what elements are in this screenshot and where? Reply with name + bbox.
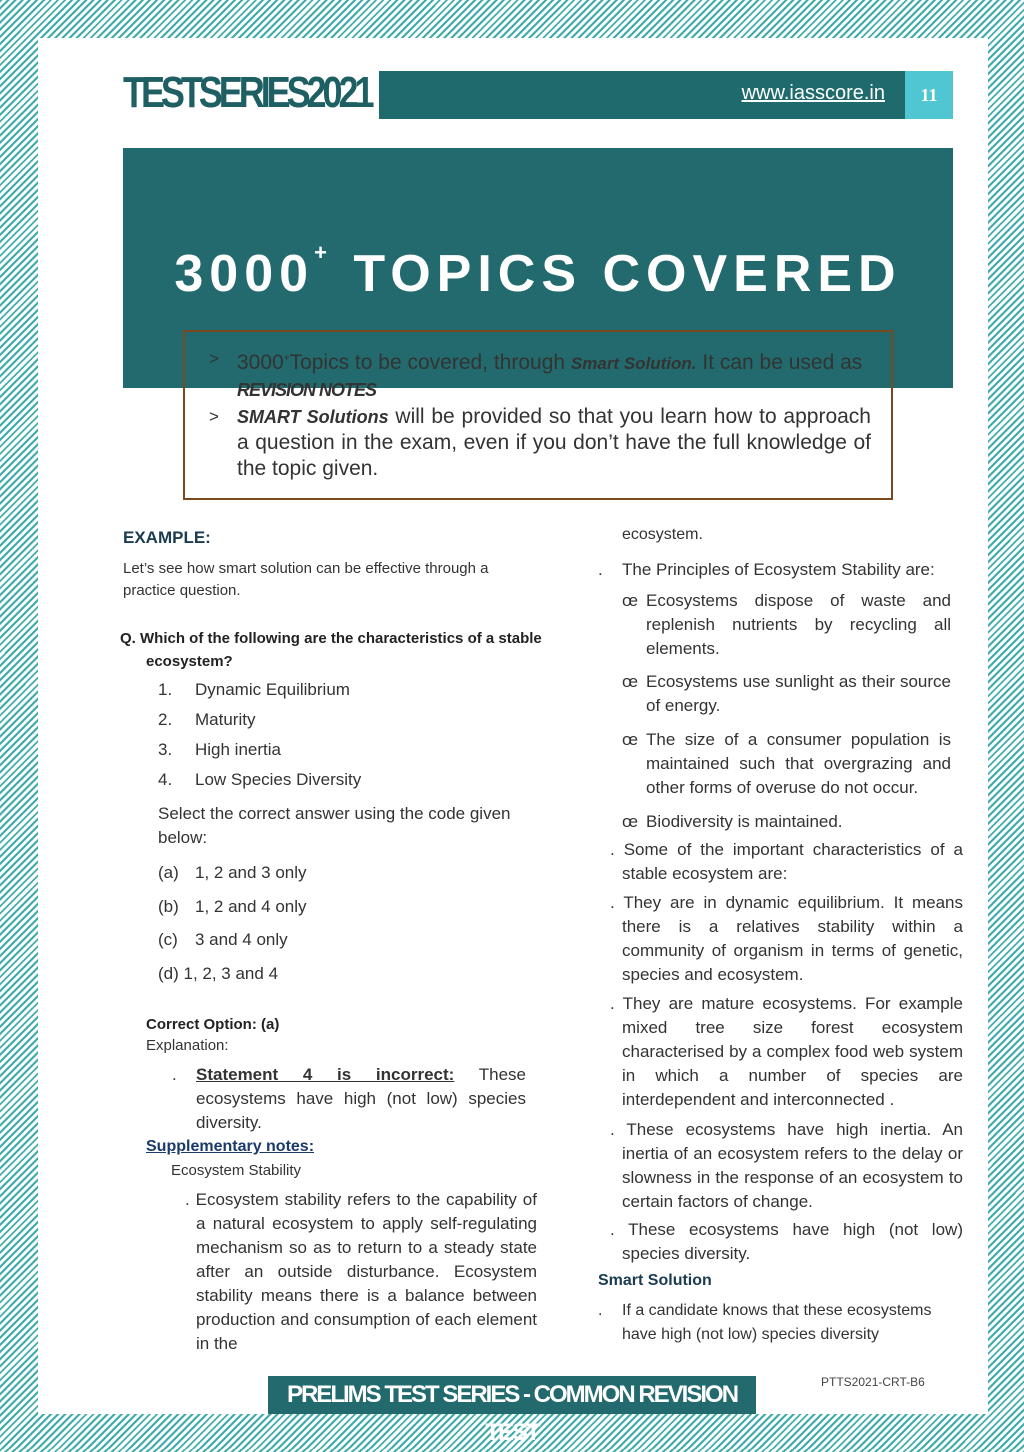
eco-text: Ecosystem stability refers to the capability of a natural ecosystem to apply self-regulating mechanism so as to return to a steady state after an outside disturbance. Ecosystem stability means there is a balance between production and consumption of each element in the [195, 1190, 537, 1353]
banner-title [123, 240, 953, 304]
bullet: . [610, 893, 615, 912]
banner-title-number: 3000 [174, 245, 315, 303]
characteristic-1 [610, 891, 963, 987]
supplementary-label: Supplementary notes: [146, 1138, 315, 1155]
site-link[interactable]: www.iasscore.in [741, 82, 885, 104]
ecosystem-stability-text [185, 1188, 537, 1356]
note-emphasis: SMART Solutions [237, 407, 389, 427]
bullet: . [610, 1120, 615, 1139]
item-text: Low Species Diversity [195, 770, 362, 789]
note-text: Topics to be covered, through [289, 351, 571, 374]
characteristic-2 [610, 992, 963, 1112]
characteristic-4 [610, 1218, 963, 1266]
characteristic-text: Some of the important characteristics of a stable ecosystem are: [622, 840, 963, 883]
example-intro: Let’s see how smart solution can be effective through a practice question. [123, 560, 489, 599]
correct-option: Correct Option: (a) [146, 1016, 280, 1033]
bullet: . [172, 1065, 177, 1084]
statement-label: Statement 4 is incorrect: [196, 1065, 455, 1084]
smart-solution-heading: Smart Solution [598, 1272, 712, 1289]
option-label: (b) [158, 897, 179, 916]
option-text: 1, 2 and 4 only [195, 897, 307, 916]
item-number: 1. [158, 680, 173, 699]
principle-2 [622, 670, 951, 718]
principle-text: The size of a consumer population is maintained such that overgrazing and other forms of overuse do not occur. [646, 730, 951, 797]
principle-text: Ecosystems dispose of waste and replenish nutrients by recycling all elements. [646, 591, 951, 658]
arrow-icon: > [209, 407, 219, 426]
characteristic-text: They are in dynamic equilibrium. It means there is a relatives stability within a community of organism in terms of genetic, species and ecosystem. [622, 893, 963, 984]
ecosystem-stability-label: Ecosystem Stability [171, 1162, 302, 1179]
page-number: 11 [905, 71, 953, 119]
test-code: PTTS2021-CRT-B6 [821, 1375, 925, 1389]
sub-bullet: œ [622, 730, 639, 749]
option-d: (d) 1, 2, 3 and 4 [158, 964, 279, 983]
bullet: . [610, 840, 615, 859]
item-text: High inertia [195, 740, 281, 759]
note-line-1 [209, 346, 871, 403]
bullet: . [185, 1190, 190, 1209]
note-text: 3000 [237, 351, 284, 374]
characteristic-text: These ecosystems have high (not low) species diversity. [622, 1220, 963, 1263]
bullet: . [610, 1220, 615, 1239]
note-emphasis: REVISION NOTES [237, 380, 377, 400]
header-bar [379, 71, 905, 119]
principle-4 [622, 810, 951, 834]
example-heading: EXAMPLE: [123, 528, 211, 547]
ecosystem-continued: ecosystem. [622, 526, 703, 543]
banner-title-sup: + [314, 240, 333, 265]
statement-explanation [172, 1063, 526, 1135]
note-text: will be provided so that you learn how to approach a question in the exam, even if you don’t have the full knowledge of the topic given. [237, 405, 871, 480]
characteristic-3 [610, 1118, 963, 1214]
question-text: Q. Which of the following are the characteristics of a stable ecosystem? [120, 630, 542, 670]
note-text: It can be used as [696, 351, 863, 374]
explanation-label: Explanation: [146, 1037, 229, 1054]
principle-text: Biodiversity is maintained. [646, 812, 843, 831]
arrow-icon: > [209, 349, 219, 368]
smart-solution-text [598, 1299, 952, 1347]
option-label: (a) [158, 863, 179, 882]
sub-bullet: œ [622, 591, 639, 610]
note-line-2 [209, 404, 871, 482]
principles-text: The Principles of Ecosystem Stability are: [622, 560, 935, 579]
bullet: . [610, 994, 615, 1013]
bullet: . [598, 560, 603, 579]
smart-text: If a candidate knows that these ecosystems have high (not low) species diversity [622, 1302, 932, 1343]
note-sup: + [283, 353, 290, 364]
sub-bullet: œ [622, 812, 639, 831]
statement-text: These ecosystems have high (not low) species diversity. [196, 1065, 526, 1132]
item-number: 3. [158, 740, 173, 759]
characteristic-text: These ecosystems have high inertia. An inertia of an ecosystem refers to the delay or slowness in the response of an ecosystem to certain factors of change. [622, 1120, 963, 1211]
bullet: . [598, 1302, 603, 1319]
item-text: Maturity [195, 710, 256, 729]
principle-text: Ecosystems use sunlight as their source of energy. [646, 672, 951, 715]
select-instruction: Select the correct answer using the code given below: [158, 804, 511, 847]
characteristic-text: They are mature ecosystems. For example mixed tree size forest ecosystem characterised by a complex food web system in which a number of species are interdependent and interconnected . [622, 994, 963, 1109]
characteristic-intro [610, 838, 963, 886]
item-number: 2. [158, 710, 173, 729]
test-series-logo: TESTSERIES2021 [123, 68, 371, 117]
option-text: 3 and 4 only [195, 930, 288, 949]
note-emphasis: Smart Solution. [570, 354, 697, 373]
sub-bullet: œ [622, 672, 639, 691]
item-number: 4. [158, 770, 173, 789]
notes-box [183, 330, 893, 500]
banner-title-text: TOPICS COVERED [332, 245, 902, 303]
left-column [123, 528, 528, 602]
footer-bar: PRELIMS TEST SERIES - COMMON REVISION TEST [268, 1376, 756, 1414]
option-label: (c) [158, 930, 178, 949]
item-text: Dynamic Equilibrium [195, 680, 350, 699]
principle-1 [622, 589, 951, 661]
page [38, 38, 988, 1446]
option-text: 1, 2 and 3 only [195, 863, 307, 882]
principle-3 [622, 728, 951, 800]
